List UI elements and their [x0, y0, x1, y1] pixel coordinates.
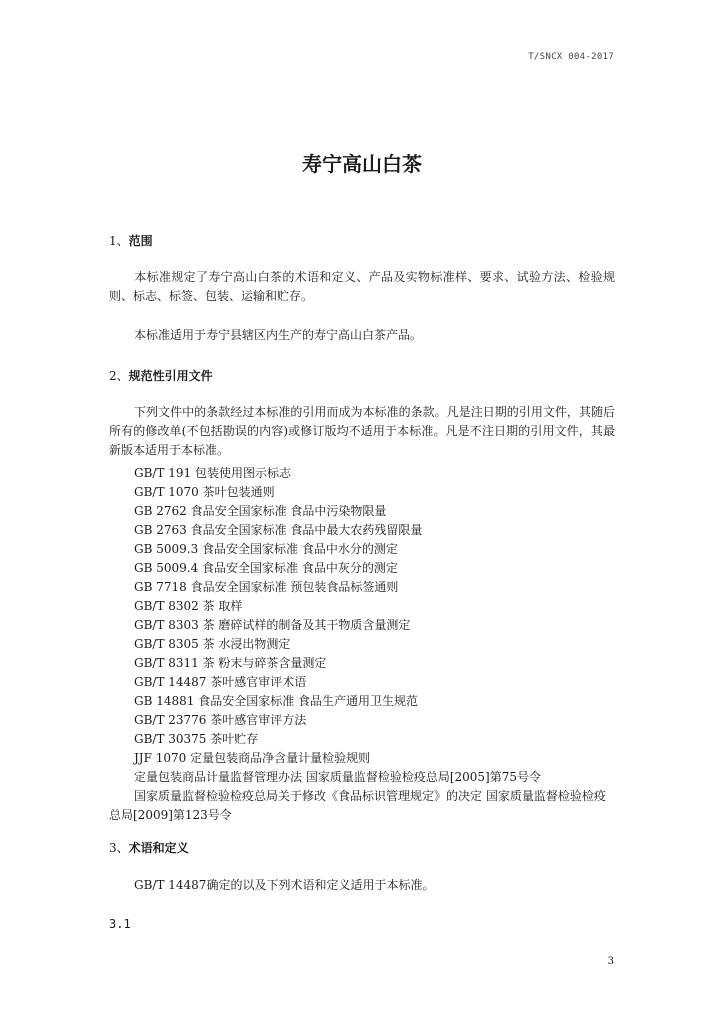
reference-item: 定量包装商品计量监督管理办法 国家质量监督检验检疫总局[2005]第75号令: [134, 770, 541, 784]
reference-item: GB 2763 食品安全国家标准 食品中最大农药残留限量: [134, 523, 423, 537]
section-3-heading: [109, 839, 189, 856]
reference-item: GB 5009.3 食品安全国家标准 食品中水分的测定: [134, 542, 398, 556]
reference-item: JJF 1070 定量包装商品净含量计量检验规则: [134, 751, 371, 765]
reference-item-last: 国家质量监督检验检疫总局关于修改《食品标识管理规定》的决定 国家质量监督检验检疫总局[2009]第123号令: [109, 789, 606, 822]
reference-item: GB 5009.4 食品安全国家标准 食品中灰分的测定: [134, 561, 398, 575]
section-3-paragraph-1-text: GB/T 14487确定的以及下列术语和定义适用于本标准。: [134, 878, 435, 892]
section-2-number: 2、: [109, 369, 129, 383]
reference-item: GB/T 8302 茶 取样: [134, 599, 243, 613]
section-2-intro-text: 下列文件中的条款经过本标准的引用而成为本标准的条款。凡是注日期的引用文件，其随后所有的修改单(不包括勘误的内容)或修订版均不适用于本标准。凡是不注日期的引用文件，其最新版本适用于本标准。: [109, 405, 615, 457]
section-2-intro: [109, 403, 615, 460]
section-3-title: 术语和定义: [128, 841, 189, 855]
reference-item: GB/T 8311 茶 粉末与碎茶含量测定: [134, 656, 327, 670]
reference-item: GB/T 23776 茶叶感官审评方法: [134, 713, 307, 727]
clause-3-1-number: 3.1: [109, 917, 131, 931]
section-1-number: 1、: [109, 234, 129, 248]
reference-item: GB/T 1070 茶叶包装通则: [134, 485, 275, 499]
standard-number: T/SNCX 004-2017: [528, 52, 614, 62]
reference-item: GB/T 14487 茶叶感官审评术语: [134, 675, 307, 689]
section-3-paragraph-1: [109, 876, 615, 895]
section-2-heading: [109, 367, 213, 384]
document-title: 寿宁高山白茶: [302, 152, 422, 176]
reference-item: GB/T 8305 茶 水浸出物测定: [134, 637, 291, 651]
section-1-paragraph-2: [109, 326, 615, 345]
reference-item: GB 7718 食品安全国家标准 预包装食品标签通则: [134, 580, 399, 594]
section-1-title: 范围: [128, 234, 153, 248]
section-1-paragraph-1-text: 本标准规定了寿宁高山白茶的术语和定义、产品及实物标准样、要求、试验方法、检验规则、标志、标签、包装、运输和贮存。: [109, 270, 615, 303]
section-3-number: 3、: [109, 841, 129, 855]
page-number: 3: [607, 956, 614, 967]
reference-item: GB/T 8303 茶 磨碎试样的制备及其干物质含量测定: [134, 618, 411, 632]
reference-item: GB 14881 食品安全国家标准 食品生产通用卫生规范: [134, 694, 419, 708]
reference-item: GB/T 30375 茶叶贮存: [134, 732, 259, 746]
section-1-paragraph-1: [109, 268, 615, 306]
reference-list: [109, 464, 615, 825]
reference-item: GB 2762 食品安全国家标准 食品中污染物限量: [134, 504, 387, 518]
section-1-heading: [109, 232, 153, 249]
section-2-title: 规范性引用文件: [128, 369, 213, 383]
reference-item: GB/T 191 包装使用图示标志: [134, 466, 291, 480]
section-1-paragraph-2-text: 本标准适用于寿宁县辖区内生产的寿宁高山白茶产品。: [134, 328, 423, 342]
